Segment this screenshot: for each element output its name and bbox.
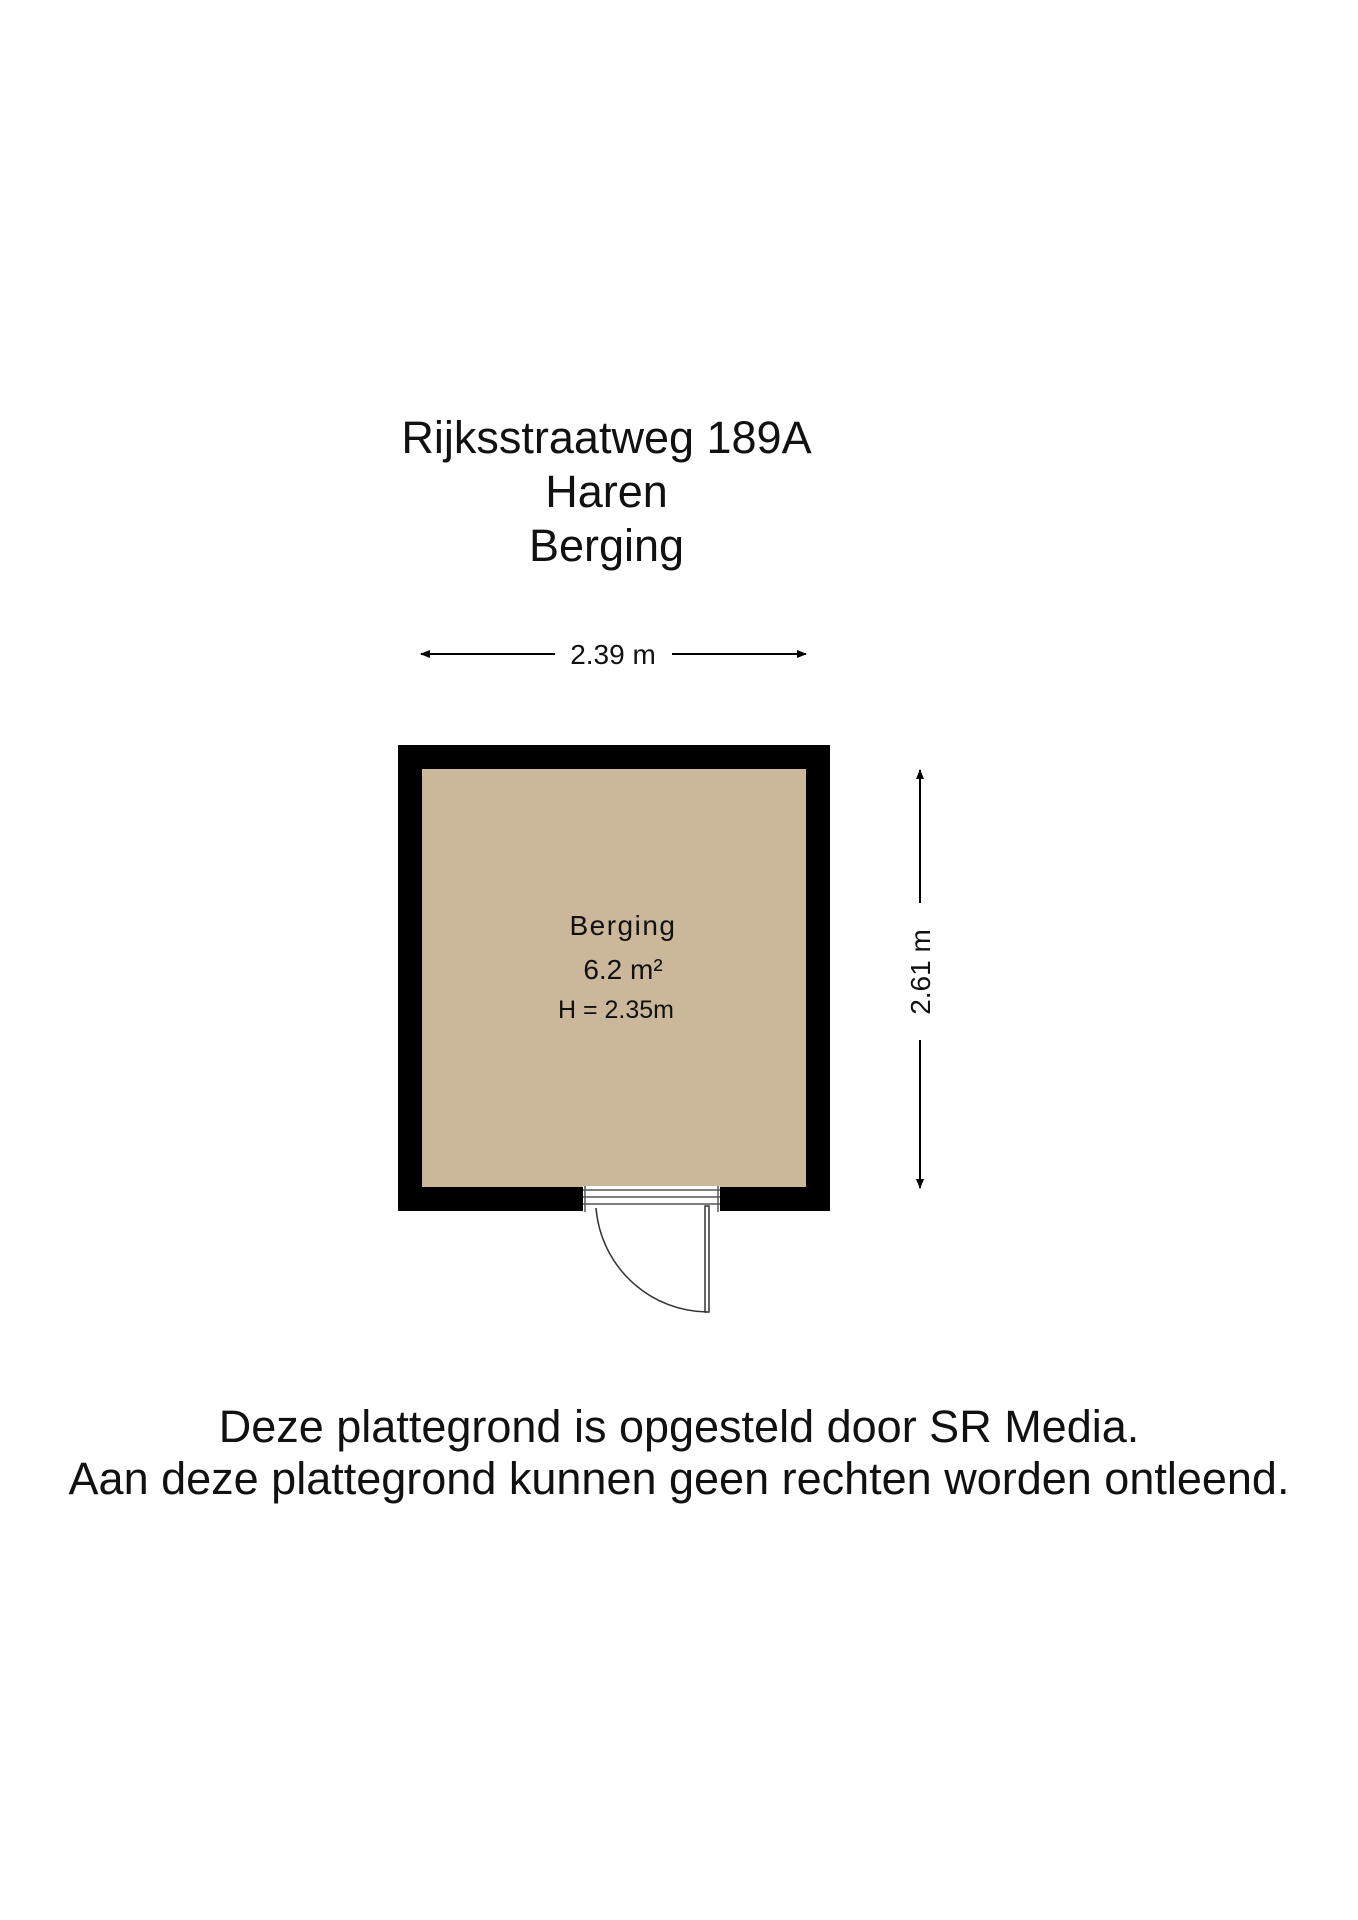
room-height: H = 2.35m (557, 996, 675, 1024)
room-area: 6.2 m² (583, 954, 663, 985)
disclaimer-line-2: Aan deze plattegrond kunnen geen rechten worden ontleend. (68, 1453, 1290, 1504)
width-dimension (421, 639, 806, 670)
door (583, 1186, 720, 1312)
depth-dimension (905, 770, 936, 1188)
width-dimension-label: 2.39 m (570, 639, 656, 670)
address-title: Rijksstraatweg 189A (401, 412, 812, 463)
door-swing-arc (596, 1208, 707, 1312)
disclaimer-line-1: Deze plattegrond is opgesteld door SR Media. (218, 1401, 1140, 1452)
room-name: Berging (569, 910, 677, 941)
floor-title: Berging (528, 520, 685, 571)
door-leaf (705, 1206, 709, 1312)
depth-dimension-label: 2.61 m (905, 929, 936, 1015)
city-title: Haren (545, 466, 668, 517)
